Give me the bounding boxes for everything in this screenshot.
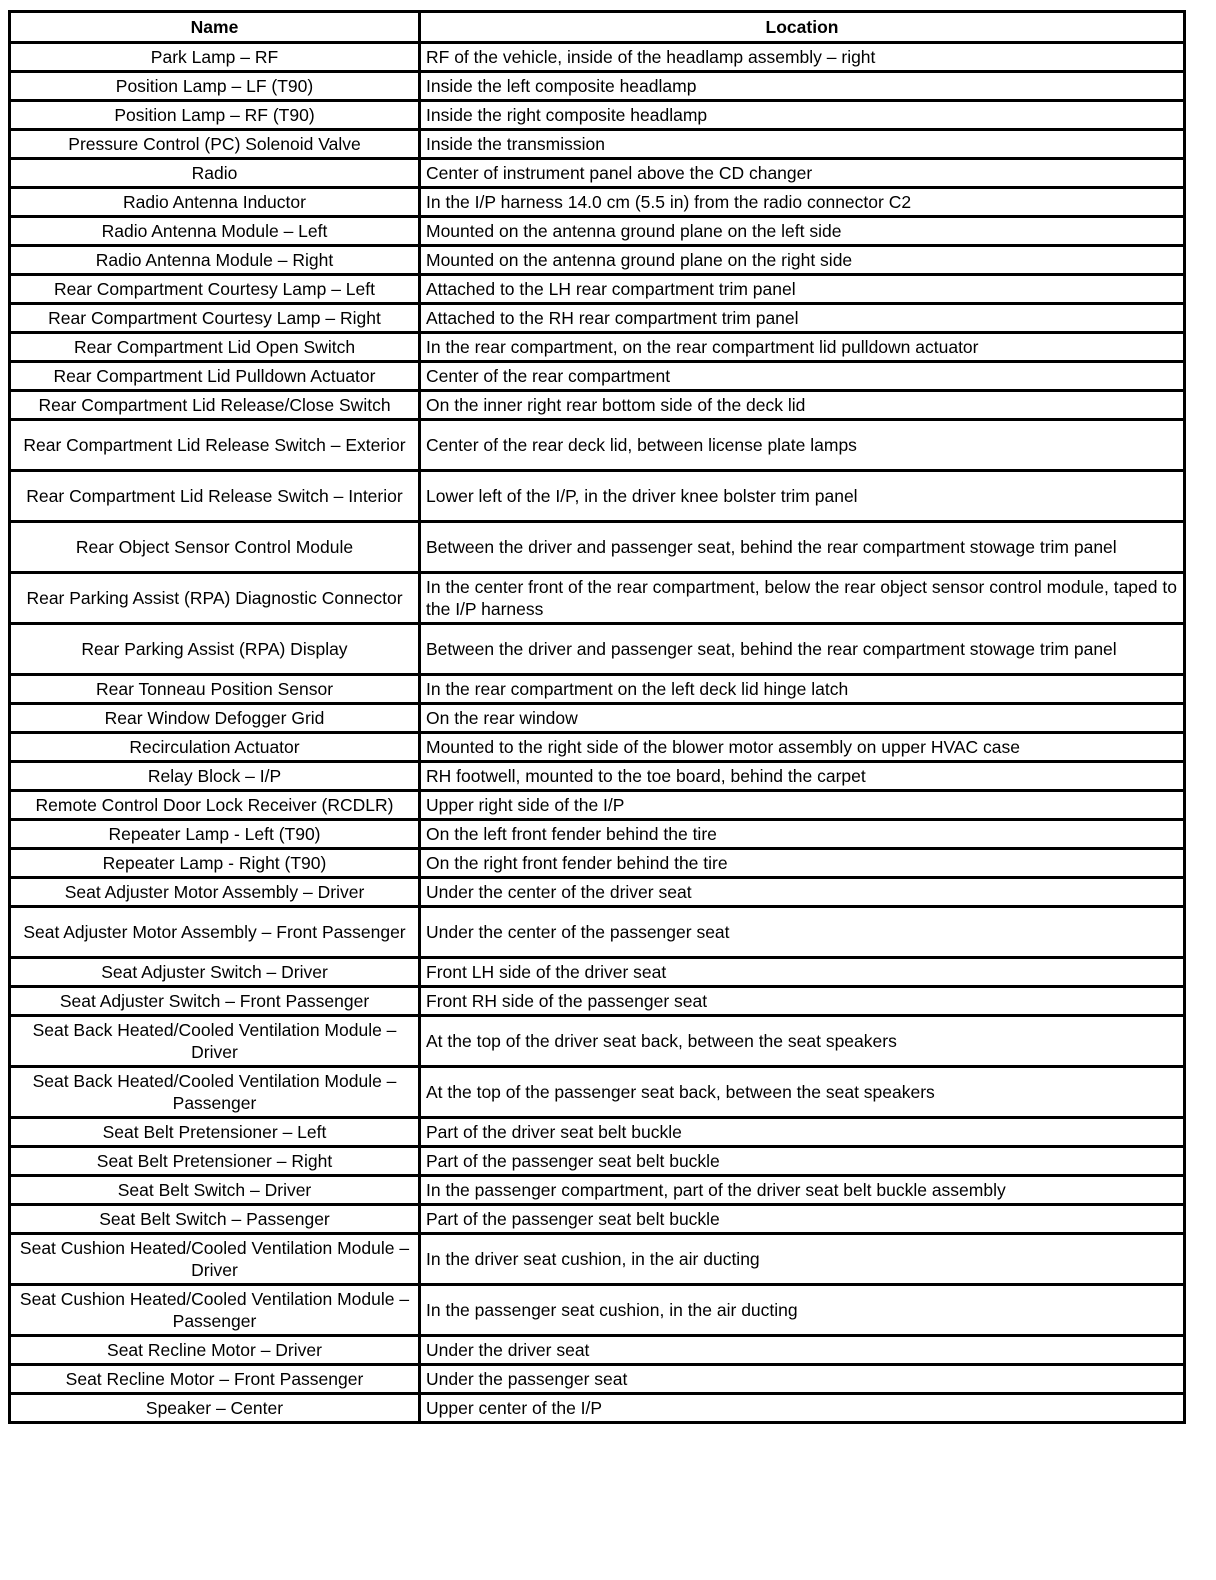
- component-name-cell: Rear Tonneau Position Sensor: [10, 675, 420, 704]
- table-row: [10, 958, 1185, 987]
- component-location-cell: Between the driver and passenger seat, behind the rear compartment stowage trim panel: [420, 624, 1185, 675]
- component-location-cell: Attached to the LH rear compartment trim panel: [420, 275, 1185, 304]
- component-location-cell: Inside the left composite headlamp: [420, 72, 1185, 101]
- component-name-cell: Rear Compartment Lid Release/Close Switch: [10, 391, 420, 420]
- table-row: [10, 1118, 1185, 1147]
- component-name-cell: Seat Cushion Heated/Cooled Ventilation Module – Passenger: [10, 1285, 420, 1336]
- table-row: [10, 1067, 1185, 1118]
- component-location-cell: Lower left of the I/P, in the driver knee bolster trim panel: [420, 471, 1185, 522]
- component-location-cell: Mounted on the antenna ground plane on the right side: [420, 246, 1185, 275]
- component-name-cell: Position Lamp – LF (T90): [10, 72, 420, 101]
- table-row: [10, 1285, 1185, 1336]
- component-location-cell: Mounted to the right side of the blower motor assembly on upper HVAC case: [420, 733, 1185, 762]
- table-row: [10, 420, 1185, 471]
- component-location-cell: RF of the vehicle, inside of the headlamp assembly – right: [420, 43, 1185, 72]
- table-row: [10, 820, 1185, 849]
- component-location-cell: Upper right side of the I/P: [420, 791, 1185, 820]
- component-name-cell: Speaker – Center: [10, 1394, 420, 1423]
- component-name-cell: Seat Belt Pretensioner – Right: [10, 1147, 420, 1176]
- component-location-cell: Under the center of the driver seat: [420, 878, 1185, 907]
- table-row: [10, 72, 1185, 101]
- table-row: [10, 333, 1185, 362]
- table-row: [10, 987, 1185, 1016]
- component-name-cell: Seat Back Heated/Cooled Ventilation Module – Driver: [10, 1016, 420, 1067]
- component-name-cell: Seat Adjuster Motor Assembly – Front Passenger: [10, 907, 420, 958]
- table-row: [10, 1365, 1185, 1394]
- component-name-cell: Pressure Control (PC) Solenoid Valve: [10, 130, 420, 159]
- table-row: [10, 1205, 1185, 1234]
- table-row: [10, 624, 1185, 675]
- component-name-cell: Repeater Lamp - Left (T90): [10, 820, 420, 849]
- component-name-cell: Seat Adjuster Switch – Front Passenger: [10, 987, 420, 1016]
- component-name-cell: Rear Compartment Lid Release Switch – Exterior: [10, 420, 420, 471]
- component-location-cell: On the rear window: [420, 704, 1185, 733]
- table-row: [10, 675, 1185, 704]
- component-location-cell: In the I/P harness 14.0 cm (5.5 in) from the radio connector C2: [420, 188, 1185, 217]
- component-name-cell: Seat Belt Switch – Driver: [10, 1176, 420, 1205]
- component-location-cell: In the passenger compartment, part of the driver seat belt buckle assembly: [420, 1176, 1185, 1205]
- table-row: [10, 1147, 1185, 1176]
- component-name-cell: Park Lamp – RF: [10, 43, 420, 72]
- table-row: [10, 1234, 1185, 1285]
- table-row: [10, 43, 1185, 72]
- component-name-cell: Seat Recline Motor – Front Passenger: [10, 1365, 420, 1394]
- component-location-cell: Under the passenger seat: [420, 1365, 1185, 1394]
- component-location-cell: In the passenger seat cushion, in the air ducting: [420, 1285, 1185, 1336]
- component-name-cell: Seat Belt Switch – Passenger: [10, 1205, 420, 1234]
- component-name-cell: Rear Parking Assist (RPA) Diagnostic Connector: [10, 573, 420, 624]
- component-name-cell: Rear Compartment Courtesy Lamp – Left: [10, 275, 420, 304]
- component-location-cell: Center of instrument panel above the CD changer: [420, 159, 1185, 188]
- table-row: [10, 878, 1185, 907]
- component-name-cell: Rear Compartment Lid Pulldown Actuator: [10, 362, 420, 391]
- component-location-cell: Part of the passenger seat belt buckle: [420, 1205, 1185, 1234]
- table-row: [10, 733, 1185, 762]
- header-location: Location: [420, 12, 1185, 43]
- component-location-cell: In the rear compartment on the left deck lid hinge latch: [420, 675, 1185, 704]
- component-name-cell: Seat Adjuster Motor Assembly – Driver: [10, 878, 420, 907]
- component-location-cell: In the center front of the rear compartment, below the rear object sensor control module, taped to the I/P harness: [420, 573, 1185, 624]
- component-location-cell: Upper center of the I/P: [420, 1394, 1185, 1423]
- component-location-cell: RH footwell, mounted to the toe board, behind the carpet: [420, 762, 1185, 791]
- component-location-table: [8, 10, 1186, 1424]
- component-location-cell: Front LH side of the driver seat: [420, 958, 1185, 987]
- component-location-cell: Under the center of the passenger seat: [420, 907, 1185, 958]
- table-row: [10, 704, 1185, 733]
- component-name-cell: Rear Window Defogger Grid: [10, 704, 420, 733]
- table-row: [10, 391, 1185, 420]
- component-name-cell: Rear Compartment Lid Release Switch – Interior: [10, 471, 420, 522]
- component-location-cell: At the top of the driver seat back, between the seat speakers: [420, 1016, 1185, 1067]
- table-row: [10, 101, 1185, 130]
- table-row: [10, 762, 1185, 791]
- component-location-cell: On the inner right rear bottom side of the deck lid: [420, 391, 1185, 420]
- component-name-cell: Rear Compartment Lid Open Switch: [10, 333, 420, 362]
- table-row: [10, 159, 1185, 188]
- component-location-cell: Under the driver seat: [420, 1336, 1185, 1365]
- table-row: [10, 471, 1185, 522]
- component-location-cell: Part of the passenger seat belt buckle: [420, 1147, 1185, 1176]
- component-location-cell: Front RH side of the passenger seat: [420, 987, 1185, 1016]
- component-name-cell: Rear Compartment Courtesy Lamp – Right: [10, 304, 420, 333]
- component-name-cell: Seat Cushion Heated/Cooled Ventilation Module – Driver: [10, 1234, 420, 1285]
- component-name-cell: Rear Parking Assist (RPA) Display: [10, 624, 420, 675]
- table-row: [10, 522, 1185, 573]
- component-location-cell: On the right front fender behind the tire: [420, 849, 1185, 878]
- component-name-cell: Seat Recline Motor – Driver: [10, 1336, 420, 1365]
- table-row: [10, 130, 1185, 159]
- component-location-cell: Mounted on the antenna ground plane on the left side: [420, 217, 1185, 246]
- component-location-cell: Part of the driver seat belt buckle: [420, 1118, 1185, 1147]
- component-name-cell: Seat Adjuster Switch – Driver: [10, 958, 420, 987]
- component-name-cell: Radio Antenna Inductor: [10, 188, 420, 217]
- table-row: [10, 849, 1185, 878]
- component-location-cell: Center of the rear compartment: [420, 362, 1185, 391]
- component-location-cell: In the rear compartment, on the rear compartment lid pulldown actuator: [420, 333, 1185, 362]
- component-location-cell: In the driver seat cushion, in the air ducting: [420, 1234, 1185, 1285]
- component-location-cell: Attached to the RH rear compartment trim panel: [420, 304, 1185, 333]
- component-location-cell: Center of the rear deck lid, between license plate lamps: [420, 420, 1185, 471]
- table-row: [10, 362, 1185, 391]
- table-row: [10, 573, 1185, 624]
- table-row: [10, 791, 1185, 820]
- component-name-cell: Relay Block – I/P: [10, 762, 420, 791]
- component-name-cell: Rear Object Sensor Control Module: [10, 522, 420, 573]
- component-location-table-container: [8, 10, 1183, 1424]
- component-name-cell: Repeater Lamp - Right (T90): [10, 849, 420, 878]
- table-row: [10, 304, 1185, 333]
- table-body: [10, 43, 1185, 1423]
- component-name-cell: Radio Antenna Module – Right: [10, 246, 420, 275]
- component-name-cell: Recirculation Actuator: [10, 733, 420, 762]
- component-name-cell: Radio Antenna Module – Left: [10, 217, 420, 246]
- table-row: [10, 246, 1185, 275]
- header-name: Name: [10, 12, 420, 43]
- table-row: [10, 1394, 1185, 1423]
- component-location-cell: Inside the right composite headlamp: [420, 101, 1185, 130]
- table-row: [10, 907, 1185, 958]
- component-name-cell: Seat Belt Pretensioner – Left: [10, 1118, 420, 1147]
- table-row: [10, 275, 1185, 304]
- table-row: [10, 188, 1185, 217]
- table-row: [10, 1016, 1185, 1067]
- table-row: [10, 1336, 1185, 1365]
- component-location-cell: At the top of the passenger seat back, between the seat speakers: [420, 1067, 1185, 1118]
- component-name-cell: Remote Control Door Lock Receiver (RCDLR): [10, 791, 420, 820]
- table-row: [10, 217, 1185, 246]
- table-header-row: [10, 12, 1185, 43]
- component-name-cell: Position Lamp – RF (T90): [10, 101, 420, 130]
- component-name-cell: Seat Back Heated/Cooled Ventilation Module – Passenger: [10, 1067, 420, 1118]
- component-location-cell: On the left front fender behind the tire: [420, 820, 1185, 849]
- component-name-cell: Radio: [10, 159, 420, 188]
- table-row: [10, 1176, 1185, 1205]
- component-location-cell: Between the driver and passenger seat, behind the rear compartment stowage trim panel: [420, 522, 1185, 573]
- component-location-cell: Inside the transmission: [420, 130, 1185, 159]
